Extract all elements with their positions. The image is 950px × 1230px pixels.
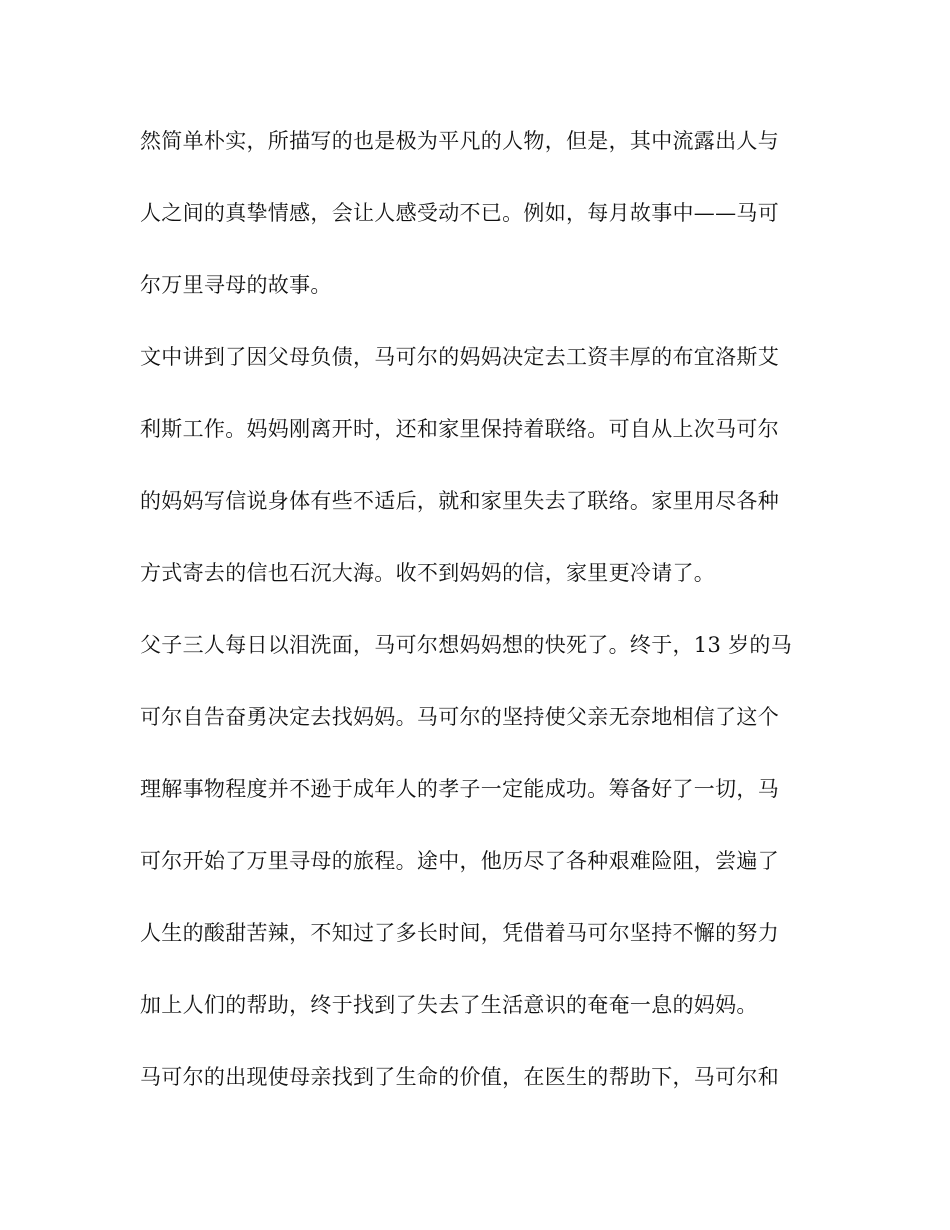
text-line: 人生的酸甜苦辣，不知过了多长时间，凭借着马可尔坚持不懈的努力 — [140, 921, 779, 945]
text-line: 父子三人每日以泪洗面，马可尔想妈妈想的快死了。终于，13 岁的马 — [140, 633, 792, 657]
text-line: 利斯工作。妈妈刚离开时，还和家里保持着联络。可自从上次马可尔 — [140, 417, 779, 441]
text-line: 理解事物程度并不逊于成年人的孝子一定能成功。筹备好了一切，马 — [140, 777, 779, 801]
text-line: 可尔开始了万里寻母的旅程。途中，他历尽了各种艰难险阻，尝遍了 — [140, 849, 779, 873]
text-line: 然简单朴实，所描写的也是极为平凡的人物，但是，其中流露出人与 — [140, 129, 779, 153]
text-line: 的妈妈写信说身体有些不适后，就和家里失去了联络。家里用尽各种 — [140, 489, 779, 513]
text-line: 可尔自告奋勇决定去找妈妈。马可尔的坚持使父亲无奈地相信了这个 — [140, 705, 779, 729]
text-line: 尔万里寻母的故事。 — [140, 273, 332, 297]
text-line: 马可尔的出现使母亲找到了生命的价值，在医生的帮助下，马可尔和 — [140, 1065, 779, 1089]
text-line: 文中讲到了因父母负债，马可尔的妈妈决定去工资丰厚的布宜洛斯艾 — [140, 345, 779, 369]
text-line: 人之间的真挚情感，会让人感受动不已。例如，每月故事中——马可 — [140, 201, 779, 225]
text-line: 加上人们的帮助，终于找到了失去了生活意识的奄奄一息的妈妈。 — [140, 993, 758, 1017]
text-line: 方式寄去的信也石沉大海。收不到妈妈的信，家里更冷请了。 — [140, 561, 716, 585]
